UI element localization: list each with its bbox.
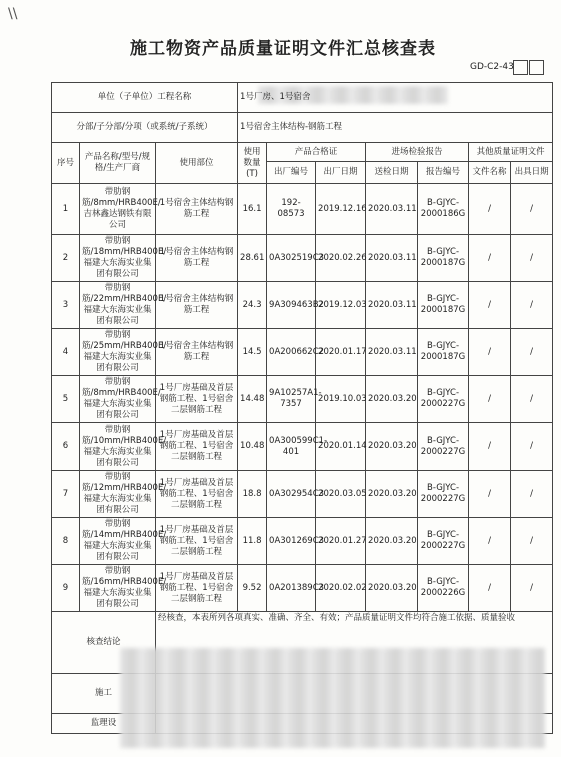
cell-seq: 9 <box>52 565 80 612</box>
cell-test-date: 2020.03.11 <box>366 184 418 235</box>
cell-other-date: / <box>511 423 553 471</box>
cell-cert-date: 2020.01.17 <box>316 329 366 376</box>
review-label: 核查结论 <box>52 612 156 674</box>
cell-cert-no: 0A301269C3 <box>267 518 316 565</box>
cell-cert-no: 0A201389C3 <box>267 565 316 612</box>
cell-location: 1号宿舍主体结构钢筋工程 <box>156 235 238 282</box>
form-number: GD-C2-43 <box>470 62 514 72</box>
cell-product: 带肋钢筋/18mm/HRB400E/福建大东海实业集团有限公司 <box>80 235 156 282</box>
cell-product: 带肋钢筋/8mm/HRB400E/吉林鑫达钢铁有限公司 <box>80 184 156 235</box>
cell-product: 带肋钢筋/16mm/HRB400E/福建大东海实业集团有限公司 <box>80 565 156 612</box>
cell-cert-no: 9A309463B2 <box>267 282 316 329</box>
header-product: 产品名称/型号/规格/生产厂商 <box>80 143 156 184</box>
table-row <box>52 184 553 235</box>
cell-cert-no: 192-08573 <box>267 184 316 235</box>
header-qty: 使用数量(T) <box>238 143 267 184</box>
header-other-name: 文件名称 <box>469 162 511 184</box>
cell-product: 带肋钢筋/14mm/HRB400E/福建大东海实业集团有限公司 <box>80 518 156 565</box>
header-location: 使用部位 <box>156 143 238 184</box>
cell-other-date: / <box>511 282 553 329</box>
cell-cert-no: 0A200662C2 <box>267 329 316 376</box>
table-row <box>52 423 553 471</box>
supervision-label: 监理设 <box>52 714 156 734</box>
cell-product: 带肋钢筋/22mm/HRB400E/福建大东海实业集团有限公司 <box>80 282 156 329</box>
cell-cert-no: 0A300599C1-401 <box>267 423 316 471</box>
cell-qty: 24.3 <box>238 282 267 329</box>
cell-other-name: / <box>469 282 511 329</box>
cell-seq: 7 <box>52 471 80 518</box>
header-cert: 产品合格证 <box>267 143 366 162</box>
table-row <box>52 329 553 376</box>
corner-mark: \\ <box>8 6 18 22</box>
cell-product: 带肋钢筋/25mm/HRB400E/福建大东海实业集团有限公司 <box>80 329 156 376</box>
cell-other-date: / <box>511 376 553 423</box>
cell-location: 1号厂房基础及首层钢筋工程、1号宿舍二层钢筋工程 <box>156 471 238 518</box>
cell-test-no: B-GJYC-2000227G <box>418 423 469 471</box>
cell-other-name: / <box>469 376 511 423</box>
header-cert-date: 出厂日期 <box>316 162 366 184</box>
unit-value: 1号厂房、1号宿舍 <box>238 83 553 113</box>
cell-seq: 5 <box>52 376 80 423</box>
cell-cert-date: 2019.12.16 <box>316 184 366 235</box>
header-test-date: 送检日期 <box>366 162 418 184</box>
division-label: 分部/子分部/分项（或系统/子系统） <box>52 113 238 143</box>
cell-other-date: / <box>511 329 553 376</box>
cell-test-date: 2020.03.20 <box>366 423 418 471</box>
cell-location: 1号厂房基础及首层钢筋工程、1号宿舍二层钢筋工程 <box>156 565 238 612</box>
cell-other-date: / <box>511 518 553 565</box>
header-row-1 <box>52 143 553 162</box>
cell-cert-no: 9A10257A1-7357 <box>267 376 316 423</box>
cell-qty: 14.48 <box>238 376 267 423</box>
cell-cert-date: 2020.02.02 <box>316 565 366 612</box>
cell-location: 1号厂房基础及首层钢筋工程、1号宿舍二层钢筋工程 <box>156 423 238 471</box>
cell-test-date: 2020.03.11 <box>366 329 418 376</box>
table-row <box>52 376 553 423</box>
cell-cert-date: 2019.10.03 <box>316 376 366 423</box>
cell-test-no: B-GJYC-2000227G <box>418 471 469 518</box>
cell-qty: 18.8 <box>238 471 267 518</box>
cell-other-name: / <box>469 329 511 376</box>
cell-location: 1号宿舍主体结构钢筋工程 <box>156 282 238 329</box>
header-other-date: 出具日期 <box>511 162 553 184</box>
cell-other-date: / <box>511 235 553 282</box>
cell-cert-date: 2020.03.05 <box>316 471 366 518</box>
cell-other-name: / <box>469 565 511 612</box>
cell-other-name: / <box>469 184 511 235</box>
cell-test-date: 2020.03.20 <box>366 376 418 423</box>
header-cert-no: 出厂编号 <box>267 162 316 184</box>
cell-other-name: / <box>469 471 511 518</box>
cell-qty: 14.5 <box>238 329 267 376</box>
review-text: 经核查，本表所列各项真实、准确、齐全、有效；产品质量证明文件均符合施工依据、质量验收 <box>156 612 553 674</box>
cell-test-date: 2020.03.20 <box>366 471 418 518</box>
cell-cert-date: 2020.02.26 <box>316 235 366 282</box>
cell-other-name: / <box>469 518 511 565</box>
cell-qty: 16.1 <box>238 184 267 235</box>
cell-qty: 9.52 <box>238 565 267 612</box>
cell-cert-date: 2020.01.14 <box>316 423 366 471</box>
cell-qty: 28.61 <box>238 235 267 282</box>
form-box-1 <box>513 60 528 75</box>
table-row <box>52 565 553 612</box>
cell-other-name: / <box>469 423 511 471</box>
cell-other-name: / <box>469 235 511 282</box>
cell-other-date: / <box>511 184 553 235</box>
cell-seq: 4 <box>52 329 80 376</box>
redacted-signatures <box>120 648 545 748</box>
cell-test-no: B-GJYC-2000187G <box>418 235 469 282</box>
table-row <box>52 235 553 282</box>
cell-seq: 3 <box>52 282 80 329</box>
division-row <box>52 113 553 143</box>
header-seq: 序号 <box>52 143 80 184</box>
cell-qty: 10.48 <box>238 423 267 471</box>
cell-seq: 2 <box>52 235 80 282</box>
cell-test-date: 2020.03.20 <box>366 518 418 565</box>
construction-label: 施工 <box>52 674 156 714</box>
cell-location: 1号宿舍主体结构钢筋工程 <box>156 329 238 376</box>
cell-other-date: / <box>511 471 553 518</box>
cell-test-no: B-GJYC-2000227G <box>418 376 469 423</box>
table-row <box>52 471 553 518</box>
division-value: 1号宿舍主体结构-钢筋工程 <box>238 113 553 143</box>
cell-product: 带肋钢筋/8mm/HRB400E/福建大东海实业集团有限公司 <box>80 376 156 423</box>
cell-seq: 6 <box>52 423 80 471</box>
cell-location: 1号厂房基础及首层钢筋工程、1号宿舍二层钢筋工程 <box>156 376 238 423</box>
header-test-no: 报告编号 <box>418 162 469 184</box>
cell-cert-date: 2019.12.03 <box>316 282 366 329</box>
cell-other-date: / <box>511 565 553 612</box>
cell-test-no: B-GJYC-2000187G <box>418 282 469 329</box>
cell-product: 带肋钢筋/12mm/HRB400E/福建大东海实业集团有限公司 <box>80 471 156 518</box>
unit-row <box>52 83 553 113</box>
form-box-2 <box>529 60 544 75</box>
table-row <box>52 282 553 329</box>
cell-test-no: B-GJYC-2000227G <box>418 518 469 565</box>
cell-location: 1号厂房基础及首层钢筋工程、1号宿舍二层钢筋工程 <box>156 518 238 565</box>
cell-test-no: B-GJYC-2000226G <box>418 565 469 612</box>
table-body <box>52 184 553 612</box>
table-row <box>52 518 553 565</box>
cell-test-date: 2020.03.11 <box>366 282 418 329</box>
cell-test-date: 2020.03.20 <box>366 565 418 612</box>
document-title: 施工物资产品质量证明文件汇总核查表 <box>130 39 436 59</box>
cell-cert-no: 0A302954C3 <box>267 471 316 518</box>
summary-table <box>51 82 553 734</box>
cell-cert-date: 2020.01.27 <box>316 518 366 565</box>
cell-test-date: 2020.03.11 <box>366 235 418 282</box>
cell-product: 带肋钢筋/10mm/HRB400E/福建大东海实业集团有限公司 <box>80 423 156 471</box>
cell-test-no: B-GJYC-2000186G <box>418 184 469 235</box>
cell-location: 1号宿舍主体结构钢筋工程 <box>156 184 238 235</box>
cell-seq: 1 <box>52 184 80 235</box>
header-other: 其他质量证明文件 <box>469 143 553 162</box>
cell-cert-no: 0A302519C3 <box>267 235 316 282</box>
header-test: 进场检验报告 <box>366 143 469 162</box>
cell-test-no: B-GJYC-2000187G <box>418 329 469 376</box>
cell-seq: 8 <box>52 518 80 565</box>
cell-qty: 11.8 <box>238 518 267 565</box>
unit-label: 单位（子单位）工程名称 <box>52 83 238 113</box>
